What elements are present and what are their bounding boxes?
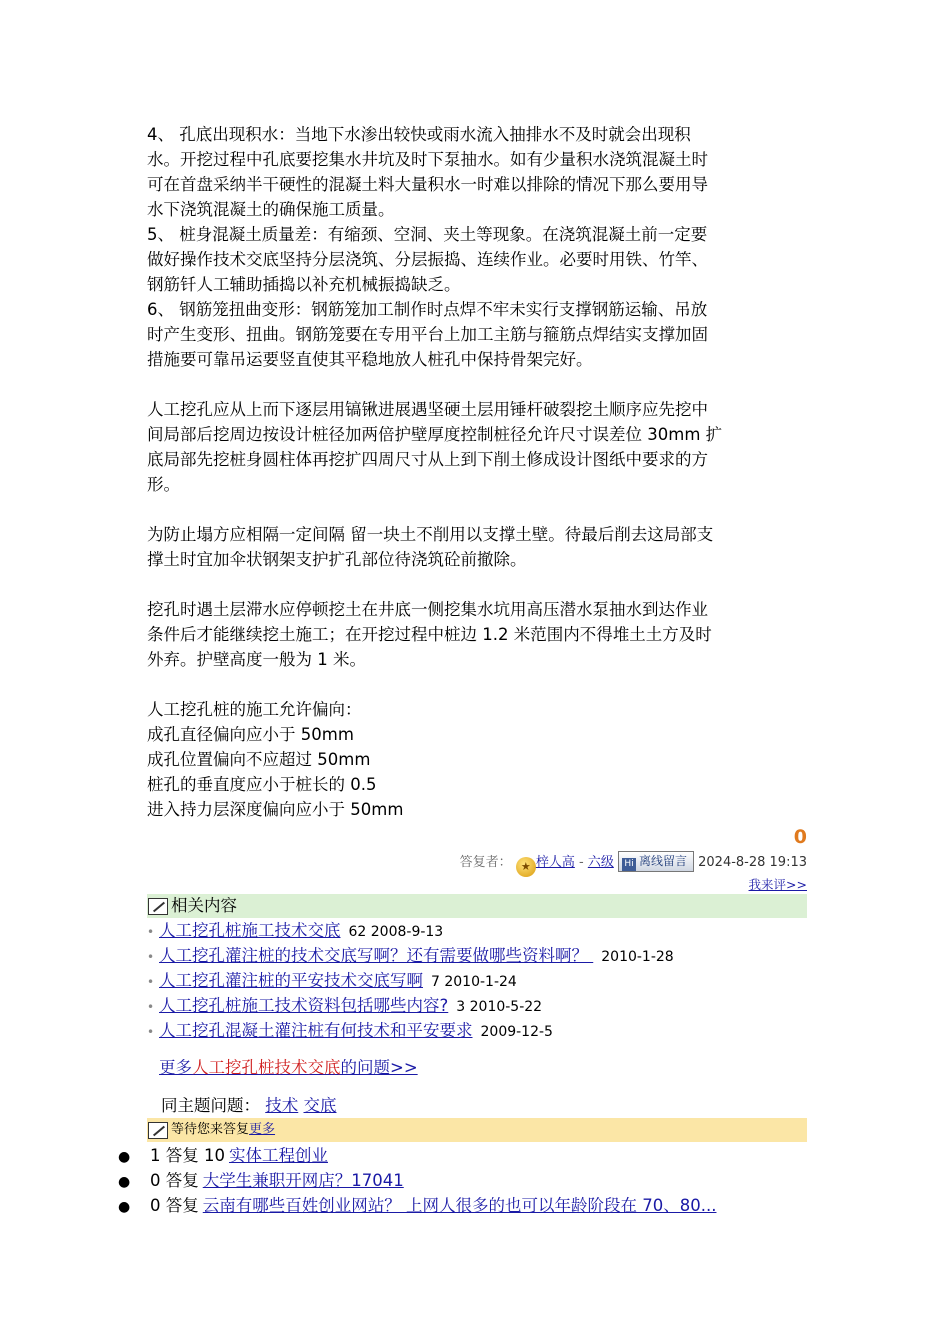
- text-line: 成孔位置偏向不应超过 50mm: [147, 750, 371, 769]
- offline-message-label: 离线留言: [638, 854, 687, 868]
- related-item-link[interactable]: 人工挖孔桩施工技术交底: [159, 921, 341, 940]
- related-item: [147, 1018, 807, 1043]
- related-item-meta: 2009-12-5: [480, 1024, 553, 1040]
- more-questions-row: [159, 1055, 807, 1080]
- related-header: [147, 894, 807, 918]
- related-item-meta: 7 2010-1-24: [431, 974, 517, 990]
- related-item-link[interactable]: 人工挖孔桩施工技术资料包括哪些内容?: [159, 996, 449, 1015]
- waiting-more-link[interactable]: 更多: [249, 1122, 276, 1137]
- bullet-icon: •: [147, 950, 155, 964]
- waiting-title: 等待您来答复: [171, 1122, 250, 1137]
- bullet-icon: ●: [118, 1199, 131, 1215]
- text-line: 6、 钢筋笼扭曲变形：钢筋笼加工制作时点焊不牢未实行支撑钢筋运输、吊放: [147, 300, 708, 319]
- answer-date: 2024-8-28 19:13: [698, 855, 807, 870]
- waiting-item-count: 1 答复 10: [150, 1146, 225, 1165]
- text-line: 间局部后挖周边按设计桩径加两倍护壁厚度控制桩径允许尺寸误差位 30mm 扩: [147, 425, 723, 444]
- paragraph-defects: [147, 122, 807, 372]
- text-line: 条件后才能继续挖土施工；在开挖过程中桩边 1.2 米范围内不得堆土土方及时: [147, 625, 712, 644]
- related-item-meta: 2010-1-28: [601, 949, 674, 965]
- text-line: 4、 孔底出现积水：当地下水渗出较快或雨水流入抽排水不及时就会出现积: [147, 125, 691, 144]
- message-icon: Hi: [622, 858, 636, 871]
- related-title: 相关内容: [171, 896, 237, 915]
- more-suffix: 的问题>>: [340, 1058, 418, 1077]
- text-line: 桩孔的垂直度应小于桩长的 0.5: [147, 775, 377, 794]
- same-topic-label: 同主题问题：: [161, 1096, 260, 1115]
- bullet-icon: •: [147, 925, 155, 939]
- answer-content: [147, 122, 807, 1142]
- related-item: [147, 943, 807, 968]
- bullet-icon: •: [147, 1025, 155, 1039]
- waiting-item-link[interactable]: 云南有哪些百姓创业网站？ 上网人很多的也可以年龄阶段在 70、80...: [202, 1196, 717, 1215]
- comment-link[interactable]: 我来评>>: [748, 877, 807, 892]
- separator: -: [574, 855, 588, 870]
- text-line: 水。开挖过程中孔底要挖集水井坑及时下泵抽水。如有少量积水浇筑混凝土时: [147, 150, 708, 169]
- more-questions-link[interactable]: [159, 1058, 418, 1077]
- related-item: [147, 968, 807, 993]
- text-line: 人工挖孔应从上而下逐层用镐锹进展遇坚硬土层用锤杆破裂挖土顺序应先挖中: [147, 400, 708, 419]
- related-item-link[interactable]: 人工挖孔灌注桩的平安技术交底写啊: [159, 971, 423, 990]
- bullet-icon: •: [147, 975, 155, 989]
- related-item-meta: 62 2008-9-13: [348, 924, 444, 940]
- text-line: 为防止塌方应相隔一定间隔 留一块土不削用以支撑土壁。待最后削去这局部支: [147, 525, 714, 544]
- text-line: 进入持力层深度偏向应小于 50mm: [147, 800, 404, 819]
- text-line: 5、 桩身混凝土质量差：有缩颈、空洞、夹土等现象。在浇筑混凝土前一定要: [147, 225, 708, 244]
- offline-message-button[interactable]: [618, 851, 694, 872]
- text-line: 做好操作技术交底坚持分层浇筑、分层振捣、连续作业。必要时用铁、竹竿、: [147, 250, 708, 269]
- related-item-link[interactable]: 人工挖孔混凝土灌注桩有何技术和平安要求: [159, 1021, 473, 1040]
- answerer-line: [147, 850, 807, 876]
- same-topic-row: [161, 1094, 807, 1118]
- comment-row: [147, 876, 807, 894]
- text-line: 钢筋钎人工辅助插捣以补充机械振捣缺乏。: [147, 275, 461, 294]
- text-line: 成孔直径偏向应小于 50mm: [147, 725, 354, 744]
- waiting-item: [118, 1193, 716, 1218]
- related-list: [147, 918, 807, 1043]
- text-line: 水下浇筑混凝土的确保施工质量。: [147, 200, 395, 219]
- pen-icon: [148, 1122, 168, 1139]
- topic-tag-tech[interactable]: 技术: [265, 1096, 299, 1115]
- waiting-list: [118, 1143, 716, 1218]
- answerer-label: 答复者：: [459, 855, 512, 870]
- answerer-level-link[interactable]: 六级: [587, 855, 614, 870]
- text-line: 外弃。护壁高度一般为 1 米。: [147, 650, 366, 669]
- waiting-item-count: 0 答复: [150, 1196, 199, 1215]
- waiting-header: [147, 1118, 807, 1142]
- medal-icon: ★: [516, 857, 536, 877]
- text-line: 时产生变形、扭曲。钢筋笼要在专用平台上加工主筋与箍筋点焊结实支撑加固: [147, 325, 708, 344]
- more-prefix: 更多: [159, 1058, 192, 1077]
- bullet-icon: •: [147, 1000, 155, 1014]
- text-line: 底局部先挖桩身圆柱体再挖扩四周尺寸从上到下削土修成设计图纸中要求的方: [147, 450, 708, 469]
- text-line: 挖孔时遇土层滞水应停顿挖土在井底一侧挖集水坑用高压潜水泵抽水到达作业: [147, 600, 708, 619]
- topic-tag-disclosure[interactable]: 交底: [303, 1096, 337, 1115]
- text-line: 形。: [147, 475, 180, 494]
- pen-icon: [148, 898, 168, 915]
- bullet-icon: ●: [118, 1149, 131, 1165]
- waiting-item-link[interactable]: 实体工程创业: [228, 1146, 328, 1165]
- text-line: 可在首盘采纳半干硬性的混凝土料大量积水一时难以排除的情况下那么要用导: [147, 175, 708, 194]
- text-line: 撑土时宜加伞状钢架支护扩孔部位待浇筑砼前撤除。: [147, 550, 527, 569]
- text-line: 措施要可靠吊运要竖直使其平稳地放人桩孔中保持骨架完好。: [147, 350, 593, 369]
- paragraph-excavation-order: [147, 397, 807, 497]
- paragraph-collapse-prevention: [147, 522, 807, 572]
- waiting-item-link[interactable]: 大学生兼职开网店？17041: [202, 1171, 404, 1190]
- vote-count[interactable]: 0: [793, 826, 807, 848]
- answerer-name-link[interactable]: 梓人高: [535, 855, 575, 870]
- more-keyword: 人工挖孔桩技术交底: [192, 1058, 341, 1077]
- related-item: [147, 918, 807, 943]
- bullet-icon: ●: [118, 1174, 131, 1190]
- paragraph-water-handling: [147, 597, 807, 672]
- waiting-item: [118, 1168, 716, 1193]
- related-item-link[interactable]: 人工挖孔灌注桩的技术交底写啊？还有需要做哪些资料啊？: [159, 946, 594, 965]
- waiting-item-count: 0 答复: [150, 1171, 199, 1190]
- related-item-meta: 3 2010-5-22: [456, 999, 543, 1015]
- paragraph-tolerances: [147, 697, 807, 822]
- related-item: [147, 993, 807, 1018]
- text-line: 人工挖孔桩的施工允许偏向：: [147, 700, 362, 719]
- waiting-item: [118, 1143, 716, 1168]
